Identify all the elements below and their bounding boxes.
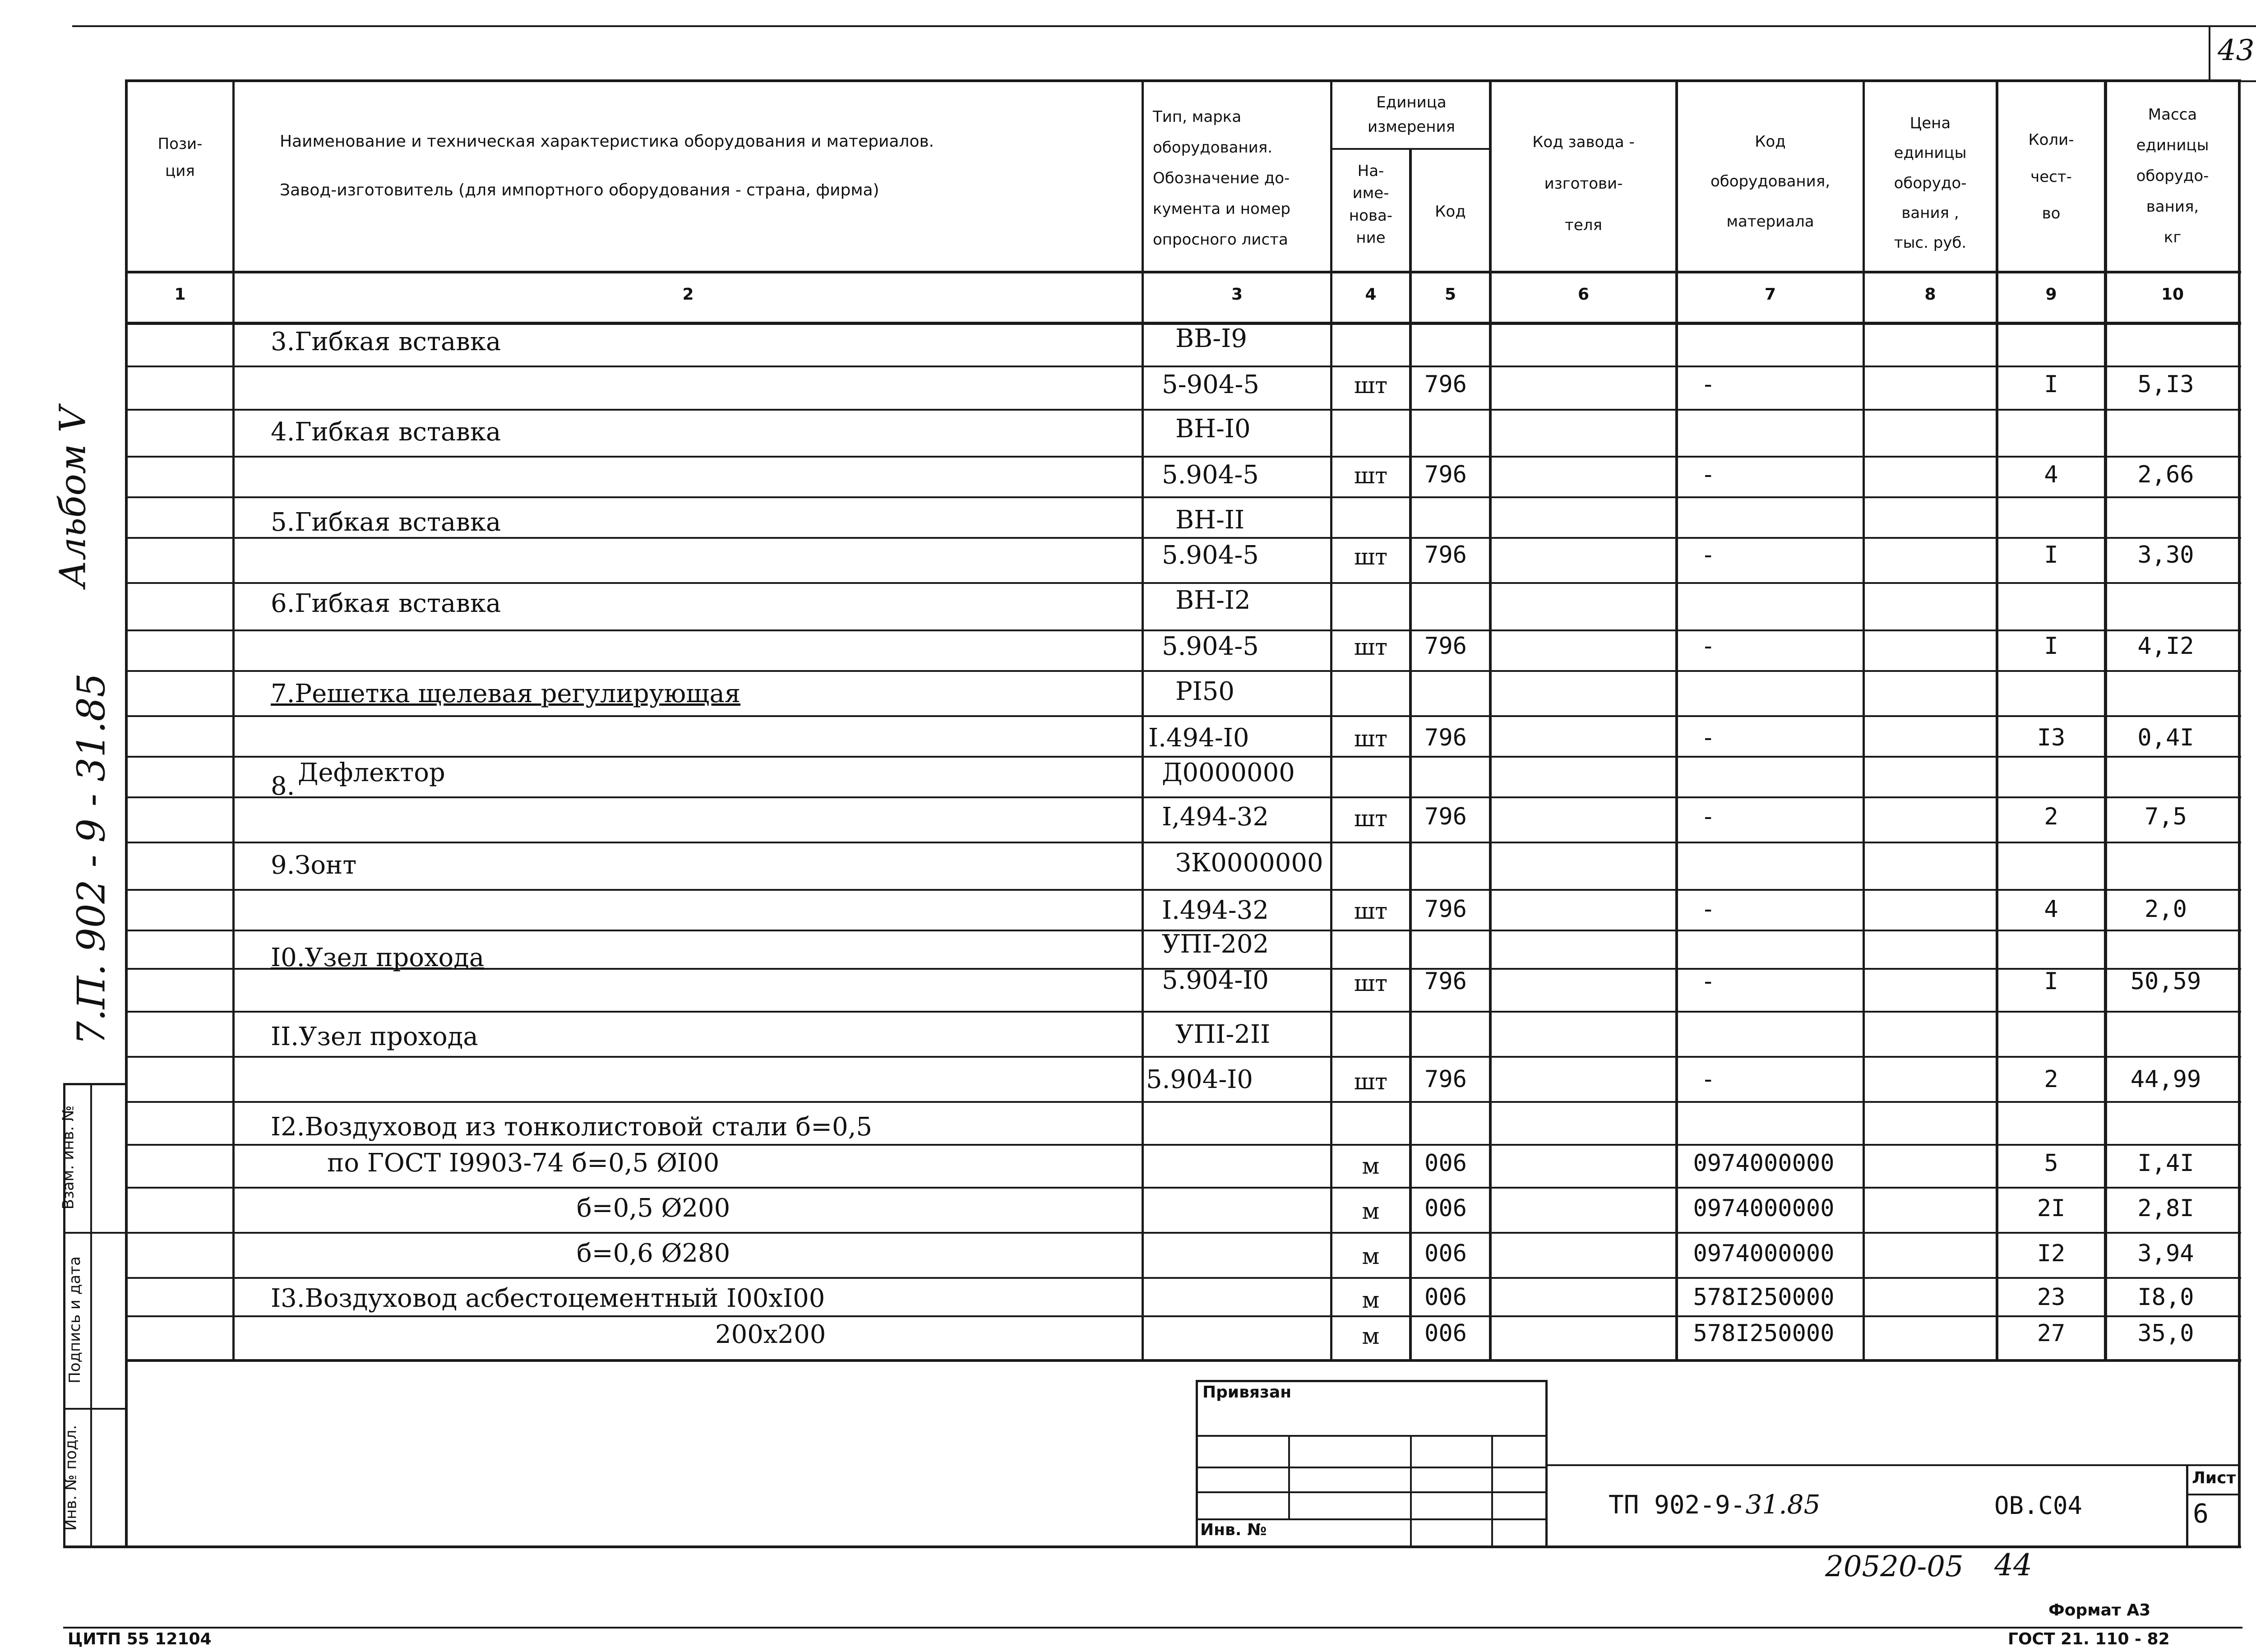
footer-line — [63, 1627, 2242, 1629]
header-factory-code: Код завода - изготови- теля — [1532, 133, 1635, 234]
stamp-signature-date: Подпись и дата — [65, 1256, 84, 1384]
item-unit-code: 006 — [1424, 1195, 1467, 1222]
row-line — [125, 1101, 2241, 1103]
item-unit-code: 006 — [1424, 1284, 1467, 1311]
item-quantity: 2I — [2037, 1195, 2066, 1222]
item-quantity: 2 — [2044, 1066, 2058, 1093]
item-unit: шт — [1354, 805, 1388, 832]
item-quantity: 5 — [2044, 1150, 2058, 1177]
item-unit: шт — [1354, 970, 1388, 996]
item-type: 5-904-5 — [1162, 370, 1259, 399]
item-equipment-code: - — [1701, 1066, 1715, 1093]
header-position: Пози- ция — [157, 135, 203, 180]
item-unit: шт — [1354, 463, 1388, 489]
table-right — [2238, 79, 2241, 1548]
stamp-replaced-inv: Взам. инв. № — [59, 1105, 78, 1210]
item-type: I.494-32 — [1162, 896, 1269, 925]
colnum-2: 2 — [682, 285, 694, 304]
stamp-divider — [63, 1408, 126, 1410]
tb-row — [1196, 1467, 1548, 1468]
top-edge — [72, 25, 2256, 27]
item-type: ВН-I0 — [1175, 414, 1251, 444]
album-label: Альбом V — [51, 406, 94, 588]
item-unit: м — [1362, 1153, 1380, 1179]
tb-row — [1196, 1435, 1548, 1437]
item-unit: шт — [1354, 372, 1388, 398]
item-mass: 50,59 — [2130, 968, 2201, 995]
item-quantity: 27 — [2037, 1320, 2066, 1347]
table-body-bottom — [125, 1359, 2241, 1362]
header-type: Тип, марка оборудования. Обозначение до- кумента и номер опросного листа — [1153, 108, 1290, 249]
header-mass: Масса единицы оборудо- вания, кг — [2136, 106, 2209, 246]
item-equipment-code: 578I250000 — [1693, 1284, 1835, 1311]
item-name: 200x200 — [715, 1320, 826, 1349]
table-top — [125, 79, 2241, 82]
item-unit: шт — [1354, 1069, 1388, 1095]
item-equipment-code: - — [1701, 803, 1715, 830]
header-bottom — [125, 271, 2241, 273]
sheet-number: 6 — [2193, 1498, 2209, 1529]
item-type: 5.904-5 — [1162, 460, 1259, 490]
item-type: 5.904-5 — [1162, 632, 1259, 661]
row-line — [125, 796, 2241, 798]
header-unit-code: Код — [1435, 203, 1466, 221]
col-sep-9 — [2104, 79, 2107, 1362]
stamp-box-mid — [90, 1083, 92, 1548]
item-unit: м — [1362, 1323, 1380, 1349]
org-code: ЦИТП 55 12104 — [68, 1630, 212, 1648]
row-line — [125, 1011, 2241, 1013]
item-unit-code: 006 — [1424, 1240, 1467, 1267]
frame-bottom — [63, 1546, 2241, 1548]
item-quantity: I — [2044, 968, 2058, 995]
item-unit-code: 006 — [1424, 1320, 1467, 1347]
item-type: ЗК0000000 — [1175, 848, 1323, 878]
project-label: 7.П. 902 - 9 - 31.85 — [69, 673, 114, 1046]
header-unit-name: На- име- нова- ние — [1349, 162, 1393, 247]
inv-no-label: Инв. № — [1200, 1521, 1267, 1539]
tb-code-top — [1548, 1464, 2240, 1466]
item-unit: м — [1362, 1198, 1380, 1224]
item-type: 5.904-I0 — [1146, 1065, 1253, 1094]
header-equipment-code: Код оборудования, материала — [1710, 133, 1831, 231]
item-name: по ГОСТ I9903-74 б=0,5 ØI00 — [327, 1148, 720, 1178]
item-type: 5.904-5 — [1162, 541, 1259, 570]
row-line — [125, 1144, 2241, 1146]
unit-header-divider — [1330, 148, 1491, 150]
col-sep-4 — [1409, 149, 1412, 1362]
item-equipment-code: - — [1701, 724, 1715, 751]
item-mass: 2,0 — [2145, 896, 2187, 923]
row-line — [125, 715, 2241, 717]
item-mass: 4,I2 — [2137, 633, 2194, 660]
item-type: ВВ-I9 — [1175, 324, 1247, 353]
item-unit: шт — [1354, 726, 1388, 752]
item-quantity: I2 — [2037, 1240, 2066, 1267]
item-name: 3.Гибкая вставка — [271, 327, 501, 356]
tb-row — [1196, 1491, 1548, 1493]
row-line — [125, 409, 2241, 411]
tb-row — [1196, 1518, 1548, 1520]
item-mass: 5,I3 — [2137, 371, 2194, 398]
item-name: 9.Зонт — [271, 851, 357, 880]
item-unit-code: 796 — [1424, 803, 1467, 830]
item-equipment-code: - — [1701, 371, 1715, 398]
item-name: I2.Воздуховод из тонколистовой стали б=0,5 — [271, 1112, 873, 1142]
colnum-6: 6 — [1577, 285, 1590, 304]
item-type: PI50 — [1175, 677, 1235, 706]
colnum-5: 5 — [1444, 285, 1456, 304]
doc-code: ТП 902-9-31.85 — [1609, 1489, 1821, 1520]
item-equipment-code: - — [1701, 541, 1715, 569]
colnum-9: 9 — [2045, 285, 2057, 304]
tb-col — [1410, 1435, 1412, 1547]
item-unit-code: 796 — [1424, 461, 1467, 488]
item-quantity: I — [2044, 633, 2058, 660]
row-line — [125, 582, 2241, 584]
format-label: Формат А3 — [2048, 1601, 2151, 1620]
item-unit: м — [1362, 1287, 1380, 1313]
item-quantity: 4 — [2044, 896, 2058, 923]
colnum-3: 3 — [1231, 285, 1243, 304]
item-name: 4.Гибкая вставка — [271, 417, 501, 447]
tb-outer-right — [1545, 1380, 1548, 1547]
col-sep-1 — [232, 79, 235, 1362]
colnum-8: 8 — [1924, 285, 1936, 304]
row-line — [125, 1277, 2241, 1279]
item-mass: 3,94 — [2137, 1240, 2194, 1267]
row-line — [125, 1315, 2241, 1317]
item-quantity: 2 — [2044, 803, 2058, 830]
item-mass: 2,8I — [2137, 1195, 2194, 1222]
page-number: 43 — [2218, 34, 2255, 67]
item-name: 7.Решетка щелевая регулирующая — [271, 679, 741, 708]
item-unit-code: 796 — [1424, 896, 1467, 923]
item-name: I0.Узел прохода — [271, 943, 485, 972]
item-quantity: 4 — [2044, 461, 2058, 488]
item-quantity: I — [2044, 371, 2058, 398]
item-mass: 0,4I — [2137, 724, 2194, 751]
tb-outer-left — [1196, 1380, 1198, 1547]
item-type: Д0000000 — [1162, 758, 1295, 787]
item-quantity: I3 — [2037, 724, 2066, 751]
item-name: II.Узел прохода — [271, 1022, 478, 1051]
item-mass: I8,0 — [2137, 1284, 2194, 1311]
item-type: УПI-2II — [1175, 1020, 1271, 1049]
item-equipment-code: - — [1701, 896, 1715, 923]
row-line — [125, 1056, 2241, 1058]
item-equipment-code: 578I250000 — [1693, 1320, 1835, 1347]
page-number-box-left — [2209, 27, 2210, 81]
item-mass: 35,0 — [2137, 1320, 2194, 1347]
item-unit-code: 796 — [1424, 371, 1467, 398]
colnum-10: 10 — [2161, 285, 2184, 304]
row-line — [125, 366, 2241, 367]
item-type: I.494-I0 — [1148, 723, 1249, 753]
row-line — [125, 1187, 2241, 1189]
item-equipment-code: - — [1701, 633, 1715, 660]
tb-col — [1491, 1435, 1493, 1547]
row-line — [125, 889, 2241, 891]
gost-code: ГОСТ 21. 110 - 82 — [2008, 1630, 2170, 1648]
header-price: Цена единицы оборудо- вания , тыс. руб. — [1894, 114, 1967, 252]
row-line — [125, 537, 2241, 539]
row-line — [125, 670, 2241, 672]
item-quantity: 23 — [2037, 1284, 2066, 1311]
item-equipment-code: 0974000000 — [1693, 1240, 1835, 1267]
tb-outer-top — [1196, 1380, 1548, 1382]
item-unit-code: 796 — [1424, 541, 1467, 569]
stamp-divider — [63, 1232, 126, 1234]
item-unit: шт — [1354, 898, 1388, 924]
item-mass: 44,99 — [2130, 1066, 2201, 1093]
item-equipment-code: 0974000000 — [1693, 1195, 1835, 1222]
item-unit-code: 796 — [1424, 724, 1467, 751]
hand-page: 44 — [1994, 1548, 2032, 1583]
col-sep-5 — [1489, 79, 1492, 1362]
item-equipment-code: - — [1701, 968, 1715, 995]
item-unit-code: 796 — [1424, 1066, 1467, 1093]
stamp-box-top — [63, 1083, 126, 1085]
tb-col — [1288, 1435, 1290, 1518]
colnum-7: 7 — [1764, 285, 1776, 304]
item-equipment-code: - — [1701, 461, 1715, 488]
row-line — [125, 1232, 2241, 1234]
colnum-4: 4 — [1365, 285, 1377, 304]
item-name: б=0,6 Ø280 — [577, 1239, 730, 1268]
item-name: 5.Гибкая вставка — [271, 508, 501, 537]
item-unit-code: 796 — [1424, 633, 1467, 660]
item-mass: 7,5 — [2145, 803, 2187, 830]
row-line — [125, 842, 2241, 843]
colnum-1: 1 — [174, 285, 186, 304]
item-unit-code: 006 — [1424, 1150, 1467, 1177]
item-unit: м — [1362, 1243, 1380, 1269]
sheet-label: Лист — [2192, 1469, 2236, 1487]
doc-mark: ОВ.С04 — [1994, 1491, 2083, 1520]
header-quantity: Коли- чест- во — [2028, 131, 2074, 223]
item-name: Дефлектор — [298, 758, 445, 787]
row-line — [125, 756, 2241, 758]
hand-number: 20520-05 — [1825, 1550, 1964, 1583]
sheet-box-left — [2186, 1464, 2188, 1548]
item-type: УПI-202 — [1162, 930, 1269, 959]
row-line — [125, 496, 2241, 498]
item-unit: шт — [1354, 544, 1388, 570]
item-name: I3.Воздуховод асбестоцементный I00xI00 — [271, 1284, 825, 1313]
item-unit-code: 796 — [1424, 968, 1467, 995]
stamp-original-inv: Инв. № подл. — [62, 1425, 80, 1531]
row-line — [125, 456, 2241, 458]
row-line — [125, 629, 2241, 631]
item-unit: шт — [1354, 634, 1388, 660]
item-type: 5.904-I0 — [1162, 966, 1269, 995]
item-name: б=0,5 Ø200 — [577, 1194, 730, 1223]
item-type: ВН-II — [1175, 505, 1245, 535]
header-name: Наименование и техническая характеристика оборудования и материалов. Завод-изготовитель (для импортного оборудования - страна, фирма) — [280, 132, 934, 200]
item-type: I,494-32 — [1162, 802, 1269, 832]
item-equipment-code: 0974000000 — [1693, 1150, 1835, 1177]
item-mass: 2,66 — [2137, 461, 2194, 488]
sheet-box-mid — [2186, 1494, 2240, 1495]
bound-label: Привязан — [1202, 1383, 1292, 1402]
item-name-prefix: 8. — [271, 772, 295, 801]
col-sep-7 — [1863, 79, 1865, 1362]
item-mass: 3,30 — [2137, 541, 2194, 569]
item-type: ВН-I2 — [1175, 586, 1251, 615]
item-quantity: I — [2044, 541, 2058, 569]
header-unit: Единица измерения — [1367, 93, 1456, 136]
item-name: 6.Гибкая вставка — [271, 589, 501, 618]
col-sep-2 — [1142, 79, 1144, 1362]
item-mass: I,4I — [2137, 1150, 2194, 1177]
